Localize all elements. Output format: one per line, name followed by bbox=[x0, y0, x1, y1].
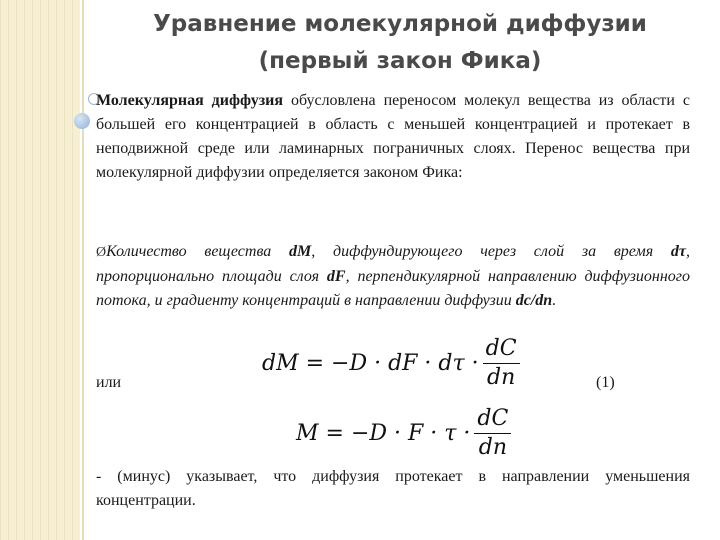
title-line-2: (первый закон Фика) bbox=[258, 48, 542, 74]
differential-fick-formula bbox=[262, 336, 520, 391]
statement-text-3: , пропорционально площади слоя bbox=[96, 243, 690, 285]
arrow-bullet-icon: Ø bbox=[96, 245, 107, 260]
statement-text-2: , диффундирующего через слой за время bbox=[311, 243, 671, 260]
formula2-denominator: dn bbox=[478, 435, 507, 460]
symbol-dc-dn: dc/dn bbox=[515, 292, 553, 309]
symbol-dtau: dτ bbox=[670, 243, 686, 260]
fick-law-statement bbox=[96, 240, 690, 313]
left-decorative-band bbox=[0, 0, 80, 540]
decorative-divider bbox=[82, 0, 84, 540]
symbol-dM: dM bbox=[289, 243, 312, 260]
formula1-numerator: dC bbox=[483, 336, 520, 364]
definition-paragraph bbox=[96, 89, 690, 185]
equation-number: (1) bbox=[596, 374, 615, 391]
formula2-numerator: dC bbox=[474, 406, 511, 434]
term-molecular-diffusion: Молекулярная диффузия bbox=[96, 92, 284, 109]
slide-title bbox=[100, 6, 700, 80]
formula2-lhs: M = −D · F · τ · bbox=[296, 421, 471, 446]
title-line-1: Уравнение молекулярной диффузии bbox=[153, 11, 647, 37]
connector-word: или bbox=[96, 374, 122, 391]
statement-text-5: . bbox=[552, 292, 557, 309]
minus-sign-explanation: - (минус) указывает, что диффузия протекает в направлении уменьшения концентрации. bbox=[96, 468, 690, 509]
decorative-circle-filled-icon bbox=[74, 113, 90, 129]
formula1-denominator: dn bbox=[486, 365, 516, 390]
statement-text-1: Количество вещества bbox=[106, 243, 290, 260]
formula2-fraction bbox=[474, 406, 511, 461]
statement-text-4: , перпендикулярной направлению диффузионного потока, и градиенту концентраций в направлении диффузии bbox=[96, 268, 690, 309]
integral-fick-formula bbox=[296, 406, 511, 461]
definition-text: обусловлена переносом молекул вещества из области с большей его концентрацией в область с меньшей концентрацией и протекает в неподвижной среде или ламинарных пограничных слоях. Перенос вещества при молекулярной диффузии определяется законом Фика: bbox=[96, 92, 690, 181]
symbol-dF: dF bbox=[326, 268, 346, 285]
formula1-lhs: dM = −D · dF · dτ · bbox=[262, 351, 479, 376]
formula1-fraction bbox=[483, 336, 520, 391]
